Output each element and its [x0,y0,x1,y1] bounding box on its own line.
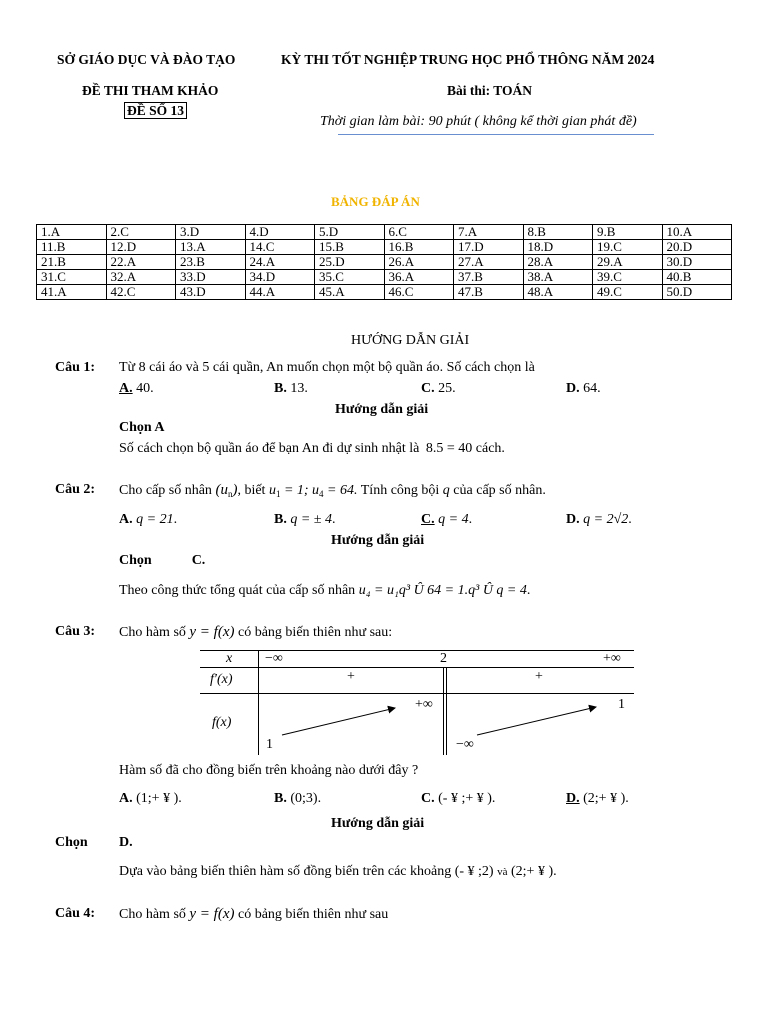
q1-choice-d-value: 64 [583,381,598,396]
q2-pick-letter: C. [191,553,206,568]
q3-choice-d-value: (2;+ ¥ ) [583,791,626,806]
q3-pick-word: Chọn [55,835,88,850]
q4-text [119,906,388,923]
q2-explain: Theo công thức tổng quát của cấp số nhân u₄ = u₁q³ Û 64 = 1.q³ Û q = 4. [119,583,531,598]
answer-cell: 28.A [523,255,593,270]
q1-n1: 8 [138,360,146,375]
q3-pick-letter: D. [119,835,133,850]
vt-f-right-end: 1 [618,697,625,712]
answer-cell: 11.B [37,240,107,255]
answer-cell: 6.C [384,225,454,240]
answer-cell: 35.C [315,270,385,285]
answer-cell: 8.B [523,225,593,240]
q2-choice-b[interactable]: B. q = ± 4. [274,512,336,527]
answer-cell: 20.D [662,240,732,255]
answer-cell: 36.A [384,270,454,285]
q2-text-a: Cho cấp số nhân [119,483,212,498]
q2-formula: u₄ = u₁q³ Û 64 = 1.q³ Û q = 4 [358,583,527,598]
q2-solution-heading: Hướng dẫn giải [331,533,425,548]
q2-choice-b-value: q = ± 4 [290,512,332,527]
answer-cell: 26.A [384,255,454,270]
q2-choice-c[interactable]: C. q = 4. [421,512,473,527]
header-exam-name: KỲ THI TỐT NGHIỆP TRUNG HỌC PHỔ THÔNG NĂM 2024 [281,52,655,67]
q1-text-a: Từ [119,360,136,375]
answer-cell: 37.B [454,270,524,285]
header-time: Thời gian làm bài: 90 phút ( không kể thời gian phát đề) [320,114,637,129]
answer-cell: 22.A [106,255,176,270]
vt-x-right: +∞ [603,651,621,666]
q3-solution-heading: Hướng dẫn giải [331,816,425,831]
q3-interval-2: (2;+ ¥ ) [511,864,554,879]
answer-cell: 12.D [106,240,176,255]
answer-cell: 30.D [662,255,732,270]
header-subject: Bài thi: TOÁN [447,83,533,98]
answer-cell: 44.A [245,285,315,300]
q4-text-a: Cho hàm số [119,907,186,922]
answer-cell: 5.D [315,225,385,240]
answer-cell: 9.B [593,225,663,240]
q3-text-a: Cho hàm số [119,625,186,640]
q2-text-c: Tính công bội [360,483,440,498]
q3-choice-a-value: (1;+ ¥ ) [136,791,179,806]
answer-cell: 15.B [315,240,385,255]
answer-cell: 47.B [454,285,524,300]
q2-choice-a[interactable]: A. q = 21. [119,512,178,527]
q1-choice-c[interactable]: C. 25. [421,381,456,396]
answer-cell: 41.A [37,285,107,300]
q3-question: Hàm số đã cho đồng biến trên khoảng nào dưới đây ? [119,763,419,778]
q2-text-d: của cấp số nhân. [453,483,546,498]
q2-choice-c-label: C. [421,512,435,527]
answer-cell: 49.C [593,285,663,300]
q2-sequence: $(u_n)$ [215,482,238,499]
vt-x-left: −∞ [265,651,283,666]
answer-cell: 25.D [315,255,385,270]
q4-text-b: có bảng biến thiên như sau [238,907,389,922]
q3-text-b: có bảng biến thiên như sau: [238,625,393,640]
vt-fprime-right: + [535,669,543,684]
q1-choice-a-label: A. [119,381,133,396]
q3-choice-b-value: (0;3) [290,791,318,806]
q2-choice-c-value: q = 4 [438,512,469,527]
answer-cell: 19.C [593,240,663,255]
q3-choice-a[interactable]: A. (1;+ ¥ ). [119,791,182,806]
answer-cell: 24.A [245,255,315,270]
q1-solution-heading: Hướng dẫn giải [335,402,429,417]
answer-cell: 46.C [384,285,454,300]
answer-cell: 14.C [245,240,315,255]
q3-choice-b[interactable]: B. (0;3). [274,791,322,806]
q2-choice-d-label: D. [566,512,580,527]
q3-explain: Dựa vào bảng biến thiên hàm số đồng biến trên các khoảng (- ¥ ;2) và (2;+ ¥ ). [119,864,557,879]
answer-cell: 31.C [37,270,107,285]
answer-cell: 18.D [523,240,593,255]
answer-cell: 32.A [106,270,176,285]
header-reference: ĐỀ THI THAM KHẢO [82,83,219,98]
answer-cell: 50.D [662,285,732,300]
q1-choice-b[interactable]: B. 13. [274,381,308,396]
q3-choice-c-value: (- ¥ ;+ ¥ ) [438,791,492,806]
q3-choice-a-label: A. [119,791,133,806]
q3-choice-d[interactable]: D. (2;+ ¥ ). [566,791,629,806]
q2-given-2: $u_4 = 64$. [312,483,358,499]
q2-choice-b-label: B. [274,512,287,527]
vt-f-left-start: 1 [266,737,273,752]
answer-cell: 33.D [176,270,246,285]
vt-f-label: f(x) [212,715,232,730]
answer-cell: 43.D [176,285,246,300]
answer-cell: 45.A [315,285,385,300]
answer-cell: 34.D [245,270,315,285]
header-exam-number: ĐỀ SỐ 13 [124,102,187,119]
q3-explain-text: Dựa vào bảng biến thiên hàm số đồng biến trên các khoảng [119,864,452,879]
header-department: SỞ GIÁO DỤC VÀ ĐÀO TẠO [57,52,236,67]
vt-increase-arrow-right [477,707,596,735]
answer-table-title: BẢNG ĐÁP ÁN [331,194,420,209]
q2-choice-a-value: q = 21 [136,512,174,527]
q1-choice-b-value: 13 [290,381,305,396]
answer-cell: 16.B [384,240,454,255]
q3-label: Câu 3: [55,624,96,639]
vt-fprime-left: + [347,669,355,684]
q3-function: y = f(x) [189,624,235,640]
q1-choice-d-label: D. [566,381,580,396]
q3-choice-c-label: C. [421,791,435,806]
q1-choice-d[interactable]: D. 64. [566,381,601,396]
answer-cell: 10.A [662,225,732,240]
answer-cell: 7.A [454,225,524,240]
q2-choice-d-value: q = 2√2 [583,512,629,527]
vt-f-right-start: −∞ [456,737,474,752]
q1-choice-c-value: 25 [438,381,453,396]
vt-fprime-label: f′(x) [210,672,233,687]
q3-choice-d-label: D. [566,791,580,806]
answer-cell: 27.A [454,255,524,270]
q1-label: Câu 1: [55,360,96,375]
guide-title: HƯỚNG DẪN GIẢI [351,333,470,348]
q1-explain-text: Số cách chọn bộ quần áo để bạn An đi dự sinh nhật là [119,441,420,456]
q2-q: q [442,483,450,498]
q4-label: Câu 4: [55,906,96,921]
vt-x-mid: 2 [440,651,447,666]
q2-text-b: , biết [237,483,266,498]
answer-cell: 17.D [454,240,524,255]
answer-cell: 21.B [37,255,107,270]
q3-interval-1: (- ¥ ;2) [454,864,494,879]
vt-increase-arrow-left [282,708,395,735]
q1-formula: 8.5 = 40 [425,441,473,456]
q1-text-b: cái áo và [149,360,199,375]
q3-choice-b-label: B. [274,791,287,806]
vt-x-label: x [226,651,233,666]
q1-pick: Chọn A [119,420,165,435]
answer-cell: 3.D [176,225,246,240]
answer-cell: 13.A [176,240,246,255]
q1-choice-a[interactable]: A. 40. [119,381,154,396]
answer-cell: 48.A [523,285,593,300]
q1-choice-a-value: 40 [136,381,151,396]
q1-text-c: cái quần, An muốn chọn một bộ quần áo. Số cách chọn là [212,360,535,375]
q2-label: Câu 2: [55,482,96,497]
q1-explain-end: cách. [475,441,505,456]
q2-pick-word: Chọn [119,553,152,568]
q1-choice-c-label: C. [421,381,435,396]
answer-cell: 4.D [245,225,315,240]
answer-cell: 42.C [106,285,176,300]
answer-cell: 23.B [176,255,246,270]
vt-f-left-end: +∞ [415,697,433,712]
q3-and: và [497,866,508,878]
q4-function: y = f(x) [189,906,235,922]
answer-cell: 39.C [593,270,663,285]
answer-cell: 1.A [37,225,107,240]
q2-explain-text: Theo công thức tổng quát của cấp số nhân [119,583,356,598]
q3-choice-c[interactable]: C. (- ¥ ;+ ¥ ). [421,791,496,806]
answer-cell: 38.A [523,270,593,285]
q1-n2: 5 [202,360,210,375]
q2-given-1: $u_1 = 1$; [268,483,309,499]
answer-cell: 2.C [106,225,176,240]
q2-choice-a-label: A. [119,512,133,527]
q1-choice-b-label: B. [274,381,287,396]
answer-cell: 29.A [593,255,663,270]
answer-cell: 40.B [662,270,732,285]
q2-choice-d[interactable]: D. q = 2√2. [566,512,632,527]
